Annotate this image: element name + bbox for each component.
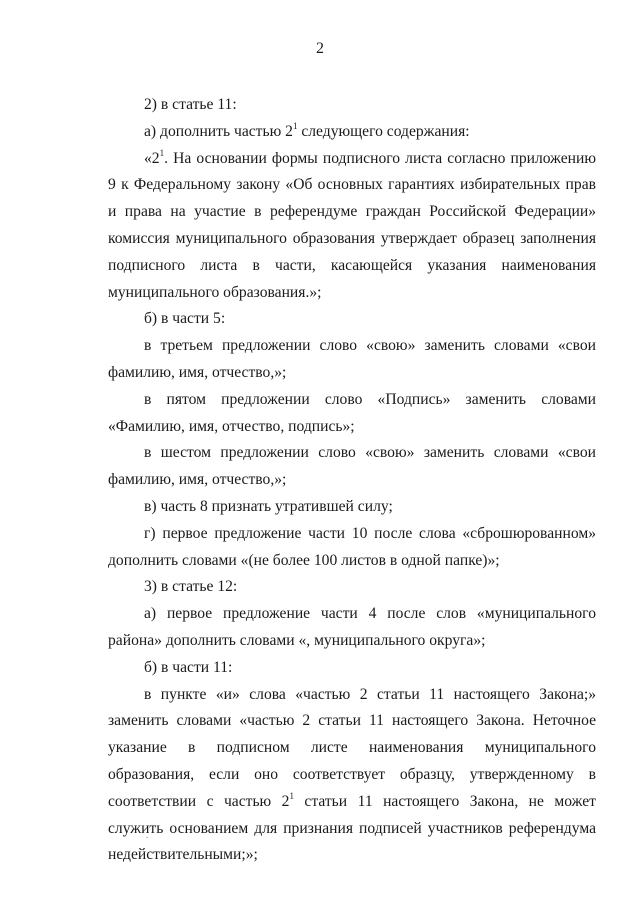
paragraph-text: в пункте «и» слова «частью 2 статьи 11 настоящего Закона;» заменить словами «частью 2 статьи 11 настоящего Закона. Неточное указание в подписном листе наименования муниципального образования, если оно соответствует образцу, утвержденному в соответствии с частью 2 [108,685,596,810]
paragraph-text: 3) в статье 12: [144,578,238,596]
paragraph [108,387,596,441]
paragraph-text: 2) в статье 11: [144,96,237,113]
paragraph-text: в) часть 8 признать утратившей силу; [144,497,393,515]
paragraph-text: б) в части 5: [144,310,226,328]
paragraph-text: статьи 11 настоящего Закона, не может служить основанием для признания подписей участников референдума недействительными;»; [108,792,596,864]
paragraph-text: в пятом предложении слово «Подпись» заменить словами «Фамилию, имя, отчество, подпись»; [108,390,596,435]
scan-mark [146,837,148,838]
paragraph-text: в шестом предложении слово «свою» заменить словами «свои фамилию, имя, отчество,»; [108,444,596,489]
superscript: 1 [292,120,298,131]
paragraph-text: следующего содержания: [297,122,470,140]
paragraph [108,440,596,494]
paragraph [108,119,596,146]
paragraph [108,306,596,333]
paragraph-text: г) первое предложение части 10 после слова «сброшюрованном» дополнить словами «(не более 100 листов в одной папке)»; [108,524,596,569]
paragraph [108,521,596,575]
document-body [108,92,596,869]
paragraph [108,682,596,870]
paragraph [108,146,596,307]
paragraph-text: а) дополнить частью 2 [144,122,293,140]
paragraph [108,574,596,601]
paragraph [108,494,596,521]
paragraph [108,333,596,387]
page-number: 2 [316,40,324,57]
paragraph [108,655,596,682]
paragraph-text: «2 [144,149,160,167]
paragraph [108,92,596,119]
paragraph-text: б) в части 11: [144,658,233,676]
paragraph-text: . На основании формы подписного листа согласно приложению 9 к Федеральному закону «Об основных гарантиях избирательных прав и права на участие в референдуме граждан Российской Федерации» комиссия муниципального образования утверждает образец заполнения подписного листа в части, касающейся указания наименования муниципального образования.»; [108,149,596,301]
paragraph-text: а) первое предложение части 4 после слов «муниципального района» дополнить словами «, муниципального округа»; [108,605,596,649]
paragraph-text: в третьем предложении слово «свою» заменить словами «свои фамилию, имя, отчество,»; [108,337,596,381]
superscript: 1 [289,790,294,801]
paragraph [108,601,596,655]
superscript: 1 [159,147,165,158]
